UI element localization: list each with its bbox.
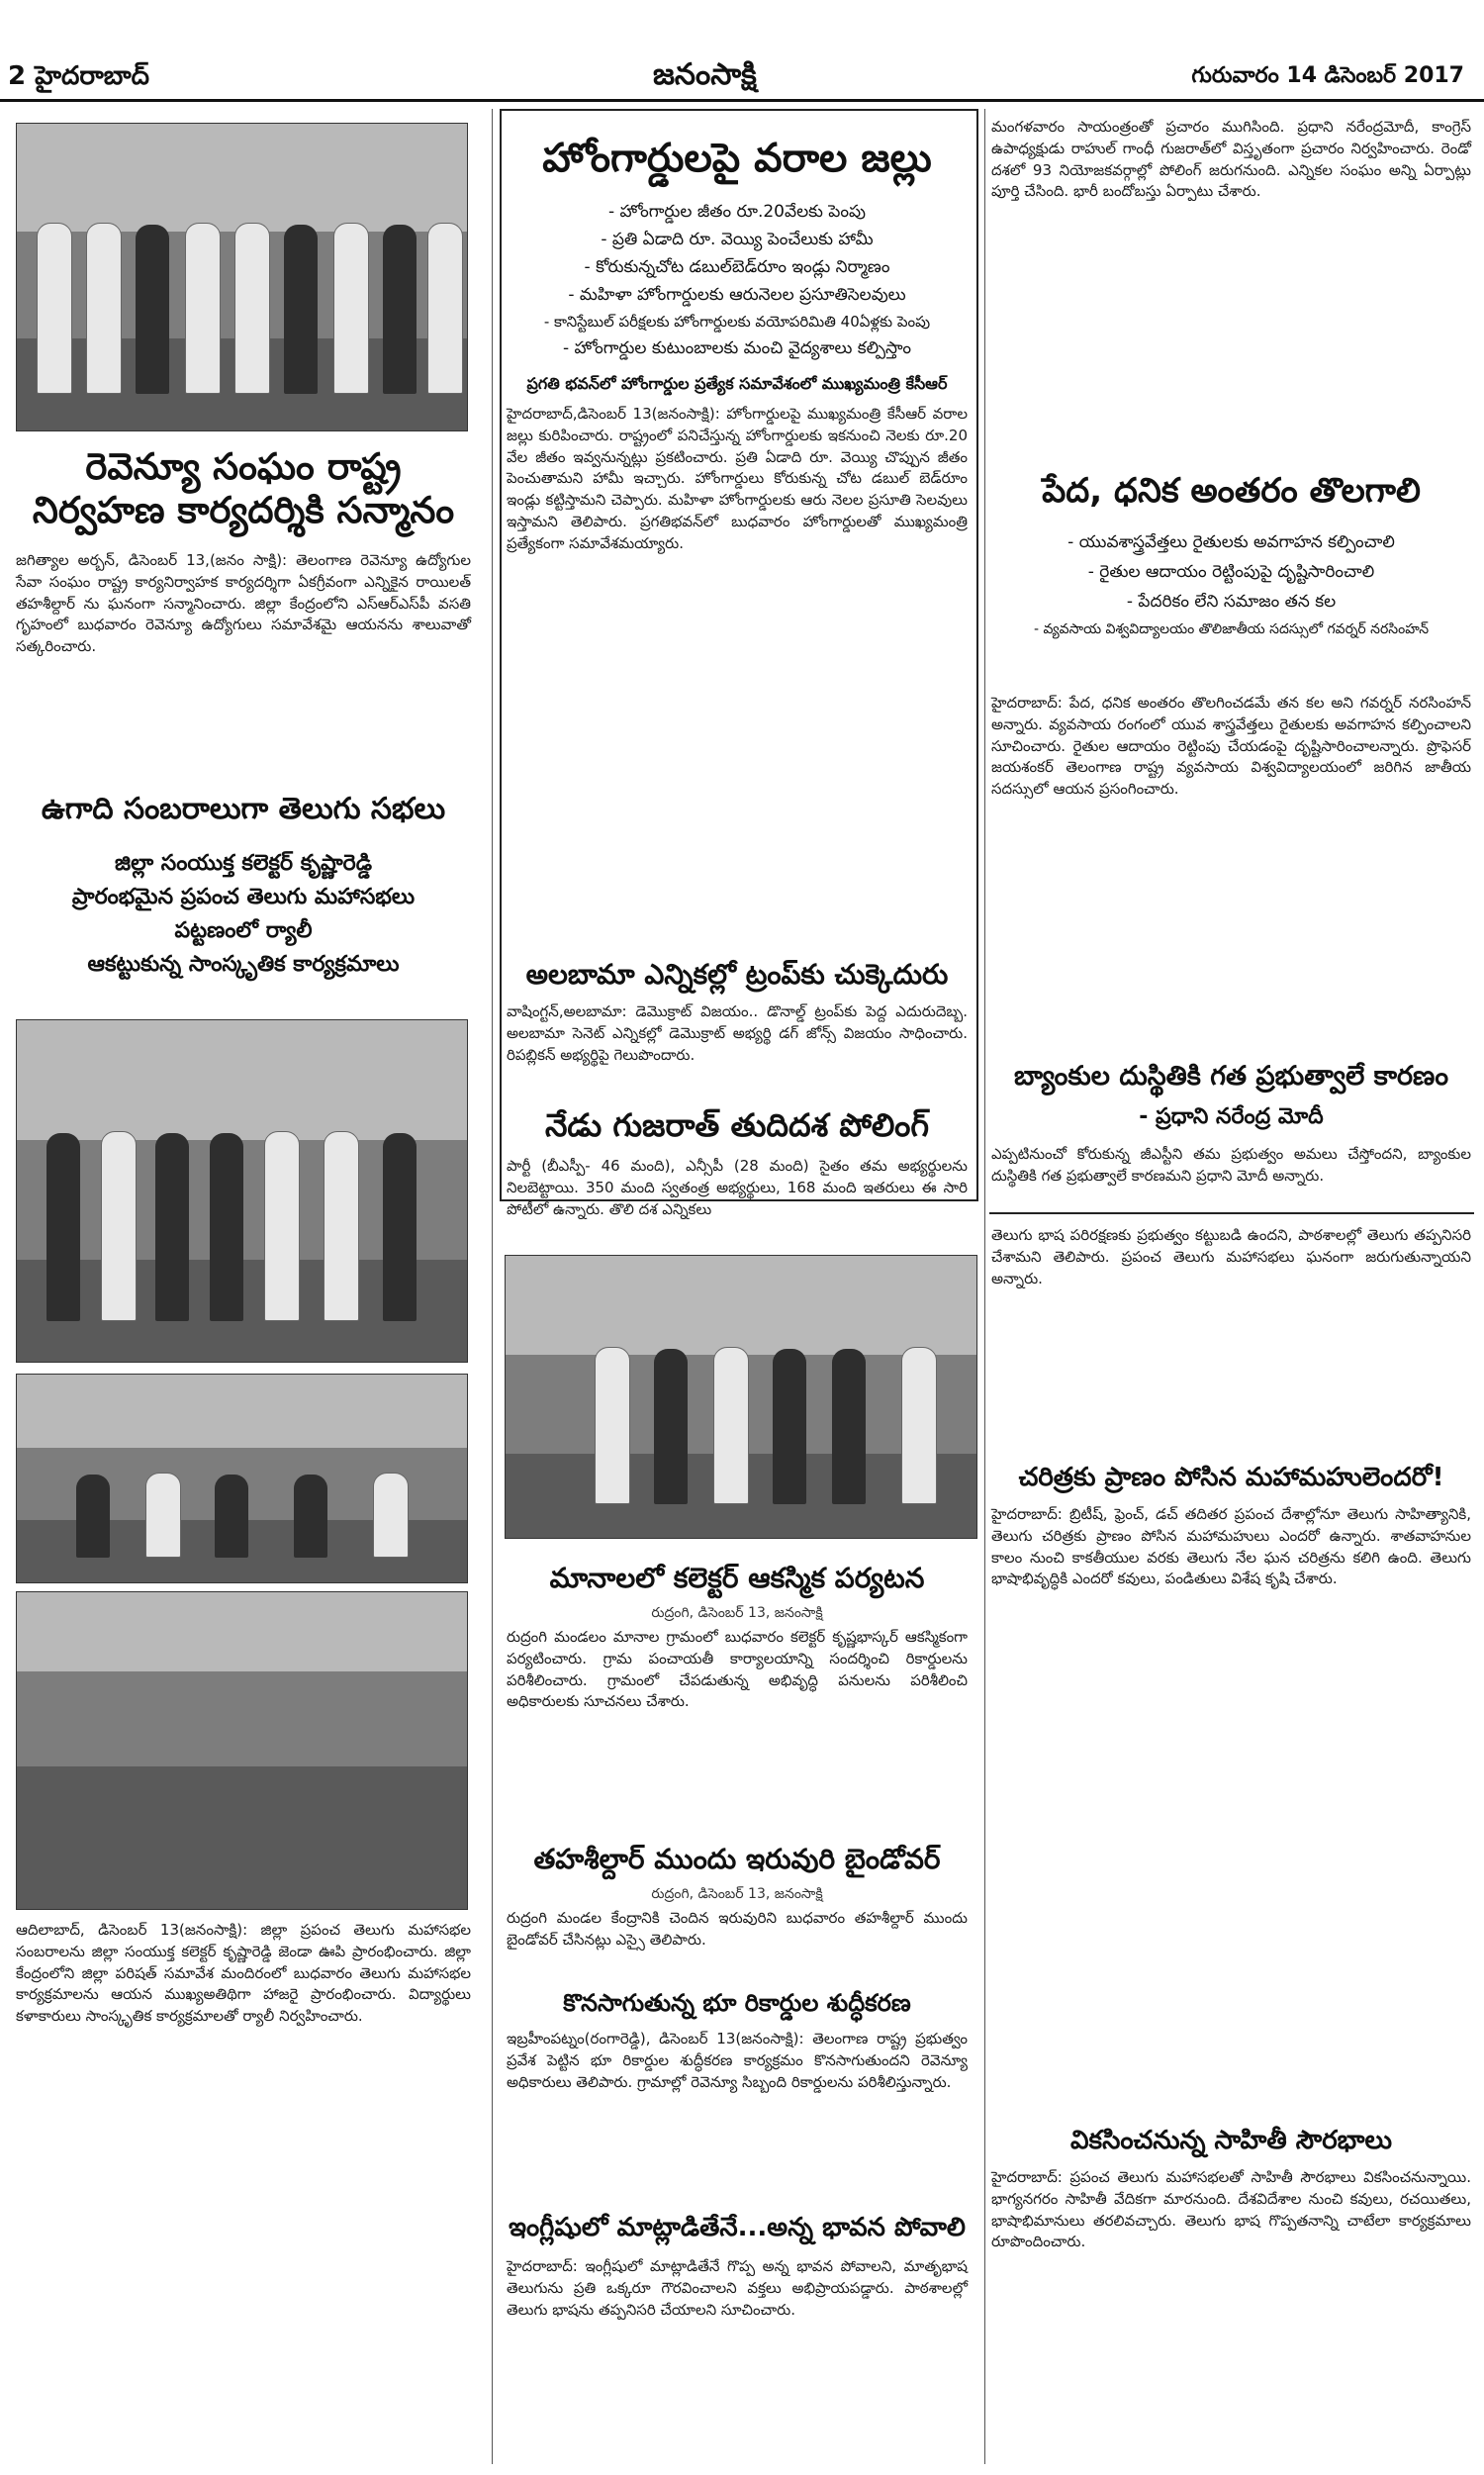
bullet-point: - హోంగార్డుల కుటుంబాలకు మంచి వైద్యశాలు కల్పిస్తాం bbox=[563, 338, 911, 358]
story-subhead: - ప్రధాని నరేంద్ర మోదీ bbox=[1139, 1104, 1324, 1129]
story-body: హైదరాబాద్: పేద, ధనిక అంతరం తొలగించడమే తన కల అని గవర్నర్ నరసింహన్ అన్నారు. వ్యవసాయ రంగంలో యువ శాస్త్రవేత్తలు రైతులకు అవగాహన కల్పించాలని సూచించారు. రైతుల ఆదాయం రెట్టింపు చేయడంపై దృష్టిసారించాలన్నారు. ప్రొఫెసర్ జయశంకర్ తెలంగాణ రాష్ట్ర వ్యవసాయ విశ్వవిద్యాలయంలో జరిగిన జాతీయ సదస్సులో ఆయన ప్రసంగించారు. bbox=[991, 694, 1471, 798]
story-headline: పేద, ధనిక అంతరం తొలగాలి bbox=[1042, 471, 1421, 511]
story-body: హైదరాబాద్: ప్రపంచ తెలుగు మహాసభలతో సాహితీ సౌరభాలు వికసించనున్నాయి. భాగ్యనగరం సాహితీ వేదికగా మారనుంది. దేశవిదేశాల నుంచి కవులు, రచయితలు, భాషాభిమానులు తరలివచ్చారు. తెలుగు భాష గొప్పతనాన్ని చాటేలా కార్యక్రమాలు రూపొందించారు. bbox=[991, 2168, 1471, 2251]
issue-date: గురువారం 14 డిసెంబర్ 2017 bbox=[1191, 63, 1464, 88]
subhead: ప్రారంభమైన ప్రపంచ తెలుగు మహాసభలు bbox=[71, 885, 416, 910]
procession-photo bbox=[16, 1374, 468, 1583]
story-headline: చరిత్రకు ప్రాణం పోసిన మహామహులెందరో! bbox=[1018, 1463, 1444, 1492]
collector-visit-photo bbox=[505, 1255, 977, 1539]
lead-headline: హోంగార్డులపై వరాల జల్లు bbox=[542, 136, 932, 181]
rally-photo bbox=[16, 1019, 468, 1363]
story-headline: తహశీల్దార్ ముందు ఇరువురి బైండోవర్ bbox=[533, 1843, 941, 1875]
section-rule bbox=[989, 1212, 1474, 1214]
dateline: రుద్రంగి, డిసెంబర్ 13, జనంసాక్షి bbox=[651, 1605, 823, 1621]
story-headline: బ్యాంకుల దుస్థితికి గత ప్రభుత్వాలే కారణం bbox=[1013, 1061, 1449, 1092]
page-label: 2 హైదరాబాద్ bbox=[8, 61, 149, 91]
story-headline: నేడు గుజరాత్ తుదిదశ పోలింగ్ bbox=[544, 1106, 930, 1144]
bullet-point: - రైతుల ఆదాయం రెట్టింపుపై దృష్టిసారించాలి bbox=[1087, 562, 1375, 582]
story-body: తెలుగు భాష పరిరక్షణకు ప్రభుత్వం కట్టుబడి ఉందని, పాఠశాలల్లో తెలుగు తప్పనిసరి చేశామని తెలిపారు. ప్రపంచ తెలుగు మహాసభలు ఘనంగా జరుగుతున్నాయని అన్నారు. bbox=[991, 1226, 1471, 1287]
story-headline: అలబామా ఎన్నికల్లో ట్రంప్‌కు చుక్కెదురు bbox=[525, 958, 949, 991]
story-body: ఇబ్రహీంపట్నం(రంగారెడ్డి), డిసెంబర్ 13(జనంసాక్షి): తెలంగాణ రాష్ట్ర ప్రభుత్వం ప్రవేశ పెట్టిన భూ రికార్డుల శుద్ధీకరణ కార్యక్రమం కొనసాగుతుందని రెవెన్యూ అధికారులు తెలిపారు. గ్రామాల్లో రెవెన్యూ సిబ్బంది రికార్డులను పరిశీలిస్తున్నారు. bbox=[507, 2030, 968, 2091]
story-body: జగిత్యాల అర్బన్, డిసెంబర్ 13,(జనం సాక్షి): తెలంగాణ రెవెన్యూ ఉద్యోగుల సేవా సంఘం రాష్ట్ర కార్యనిర్వాహక కార్యదర్శిగా ఏకగ్రీవంగా ఎన్నికైన రాయిలత్ తహశీల్దార్ ను ఘనంగా సన్మానించారు. జిల్లా కేంద్రంలోని ఎస్‌ఆర్‌ఎస్‌పీ వసతి గృహంలో బుధవారం రెవెన్యూ ఉద్యోగులు సమావేశమై ఆయనను శాలువాతో సత్కరించారు. bbox=[16, 551, 471, 655]
story-headline: ఉగాది సంబరాలుగా తెలుగు సభలు bbox=[41, 792, 446, 826]
bullet-point: - యువశాస్త్రవేత్తలు రైతులకు అవగాహన కల్పించాలి bbox=[1067, 532, 1395, 552]
headline-line: రెవెన్యూ సంఘం రాష్ట్ర bbox=[85, 445, 402, 488]
column-divider bbox=[492, 109, 493, 2464]
story-subheads bbox=[16, 847, 471, 982]
column-divider bbox=[984, 109, 985, 2464]
newspaper-logo: జనంసాక్షి bbox=[653, 57, 757, 92]
story-body: రుద్రంగి మండల కేంద్రానికి చెందిన ఇరువురిని బుధవారం తహశీల్దార్ ముందు బైండోవర్ చేసినట్లు ఎస్సై తెలిపారు. bbox=[507, 1909, 968, 1949]
bullet-point: - మహిళా హోంగార్డులకు ఆరునెలల ప్రసూతిసెలవులు bbox=[568, 285, 906, 305]
story-body: మంగళవారం సాయంత్రంతో ప్రచారం ముగిసింది. ప్రధాని నరేంద్రమోదీ, కాంగ్రెస్ ఉపాధ్యక్షుడు రాహుల్ గాంధీ గుజరాత్‌లో విస్తృతంగా ప్రచారం నిర్వహించారు. రెండో దశలో 93 నియోజకవర్గాల్లో పోలింగ్ జరుగనుంది. ఎన్నికల సంఘం అన్ని ఏర్పాట్లు పూర్తి చేసింది. భారీ బందోబస్తు ఏర్పాటు చేశారు. bbox=[991, 118, 1471, 201]
story-headline: మానాలలో కలెక్టర్ ఆకస్మిక పర్యటన bbox=[549, 1562, 925, 1594]
subhead: ఆకట్టుకున్న సాంస్కృతిక కార్యక్రమాలు bbox=[87, 952, 400, 978]
masthead-rule bbox=[0, 99, 1484, 102]
lead-bullet-list bbox=[507, 198, 968, 366]
story-headline: వికసించనున్న సాహితీ సౌరభాలు bbox=[1070, 2126, 1392, 2155]
bullet-point: - కానిస్టేబుల్ పరీక్షలకు హోంగార్డులకు వయోపరిమితి 40ఏళ్లకు పెంపు bbox=[543, 313, 931, 331]
bullet-point: - ప్రతి ఏడాది రూ. వెయ్యి పెంచేలుకు హామీ bbox=[601, 230, 874, 249]
story-body: వాషింగ్టన్,అలబామా: డెమొక్రాట్ విజయం.. డొనాల్డ్ ట్రంప్‌కు పెద్ద ఎదురుదెబ్బ. అలబామా సెనెట్ ఎన్నికల్లో డెమొక్రాట్ అభ్యర్థి డగ్ జోన్స్ విజయం సాధించారు. రిపబ్లికన్ అభ్యర్థిపై గెలుపొందారు. bbox=[507, 1002, 968, 1064]
story-bullet-list bbox=[991, 526, 1471, 646]
dateline: రుద్రంగి, డిసెంబర్ 13, జనంసాక్షి bbox=[651, 1886, 823, 1902]
bullet-point: - పేదరికం లేని సమాజం తన కల bbox=[1126, 592, 1337, 612]
headline-line: నిర్వహణ కార్యదర్శికి సన్మానం bbox=[32, 489, 455, 532]
story-body: ఆదిలాబాద్, డిసెంబర్ 13(జనంసాక్షి): జిల్లా ప్రపంచ తెలుగు మహాసభల సంబరాలను జిల్లా సంయుక్త కలెక్టర్ కృష్ణారెడ్డి జెండా ఊపి ప్రారంభించారు. జిల్లా కేంద్రంలోని జిల్లా పరిషత్ సమావేశ మందిరంలో బుధవారం తెలుగు మహాసభల కార్యక్రమాలను ఆయన ముఖ్యఅతిథిగా హాజరై ప్రారంభించారు. విద్యార్థులు కళాకారులు సాంస్కృతిక కార్యక్రమాలతో ర్యాలీ నిర్వహించారు. bbox=[16, 1921, 471, 2025]
story-headline: కొనసాగుతున్న భూ రికార్డుల శుద్ధీకరణ bbox=[563, 1989, 911, 2017]
bullet-point: - వ్యవసాయ విశ్వవిద్యాలయం తొలిజాతీయ సదస్సులో గవర్నర్ నరసింహన్ bbox=[1033, 621, 1430, 637]
felicitation-photo bbox=[16, 123, 468, 431]
story-body: హైదరాబాద్: ఇంగ్లీషులో మాట్లాడితేనే గొప్ప అన్న భావన పోవాలని, మాతృభాష తెలుగును ప్రతి ఒక్కరూ గౌరవించాలని వక్తలు అభిప్రాయపడ్డారు. పాఠశాలల్లో తెలుగు భాషను తప్పనిసరి చేయాలని సూచించారు. bbox=[507, 2257, 968, 2319]
story-headline: ఇంగ్లీషులో మాట్లాడితేనే...అన్న భావన పోవాలి bbox=[509, 2213, 966, 2242]
subhead: పట్టణంలో ర్యాలీ bbox=[174, 918, 313, 944]
story-headline bbox=[16, 445, 471, 533]
human-chain-photo bbox=[16, 1591, 468, 1910]
story-body: ఎప్పటినుంచో కోరుకున్న జీఎస్టీని తమ ప్రభుత్వం అమలు చేస్తోందని, బ్యాంకుల దుస్థితికి గత ప్రభుత్వాలే కారణమని ప్రధాని మోదీ అన్నారు. bbox=[991, 1145, 1471, 1185]
story-body: హైదరాబాద్,డిసెంబర్ 13(జనంసాక్షి): హోంగార్డులపై ముఖ్యమంత్రి కేసీఆర్ వరాల జల్లు కురిపించారు. రాష్ట్రంలో పనిచేస్తున్న హోంగార్డులకు ఇకనుంచి నెలకు రూ.20 వేల జీతం ఇవ్వనున్నట్లు ప్రకటించారు. ప్రతి ఏడాది రూ. వెయ్యి చొప్పున జీతం పెంచుతామని హామీ ఇచ్చారు. హోంగార్డులు కోరుకున్న చోట డబుల్ బెడ్‌రూం ఇండ్లు కట్టిస్తామని చెప్పారు. మహిళా హోంగార్డులకు ఆరు నెలల ప్రసూతి సెలవులు ఇస్తామని తెలిపారు. ప్రగతిభవన్‌లో బుధవారం హోంగార్డులతో ముఖ్యమంత్రి ప్రత్యేకంగా సమావేశమయ్యారు. bbox=[507, 405, 968, 552]
story-body: పార్టీ (బీఎస్పీ- 46 మంది), ఎన్సీపీ (28 మంది) సైతం తమ అభ్యర్థులను నిలబెట్టాయి. 350 మంది స్వతంత్ర అభ్యర్థులు, 168 మంది ఇతరులు ఈ సారి పోటీలో ఉన్నారు. తొలి దశ ఎన్నికలు bbox=[507, 1157, 968, 1218]
bullet-point: - కోరుకున్నచోట డబుల్‌బెడ్‌రూం ఇండ్లు నిర్మాణం bbox=[584, 257, 890, 277]
subhead: జిల్లా సంయుక్త కలెక్టర్ కృష్ణారెడ్డి bbox=[115, 851, 372, 876]
bullet-point: - హోంగార్డుల జీతం రూ.20వేలకు పెంపు bbox=[608, 202, 866, 222]
lead-kicker: ప్రగతి భవన్‌లో హోంగార్డుల ప్రత్యేక సమావేశంలో ముఖ్యమంత్రి కేసీఆర్ bbox=[526, 374, 948, 393]
story-body: రుద్రంగి మండలం మానాల గ్రామంలో బుధవారం కలెక్టర్ కృష్ణభాస్కర్ ఆకస్మికంగా పర్యటించారు. గ్రామ పంచాయతీ కార్యాలయాన్ని సందర్శించి రికార్డులను పరిశీలించారు. గ్రామంలో చేపడుతున్న అభివృద్ధి పనులను పరిశీలించి అధికారులకు సూచనలు చేశారు. bbox=[507, 1628, 968, 1711]
story-body: హైదరాబాద్: బ్రిటీష్, ఫ్రెంచ్, డచ్ తదితర ప్రపంచ దేశాల్లోనూ తెలుగు సాహిత్యానికి, తెలుగు చరిత్రకు ప్రాణం పోసిన మహామహులు ఎందరో ఉన్నారు. శాతవాహనుల కాలం నుంచి కాకతీయుల వరకు తెలుగు నేల ఘన చరిత్రను కలిగి ఉంది. తెలుగు భాషాభివృద్ధికి ఎందరో కవులు, పండితులు విశేష కృషి చేశారు. bbox=[991, 1505, 1471, 1588]
